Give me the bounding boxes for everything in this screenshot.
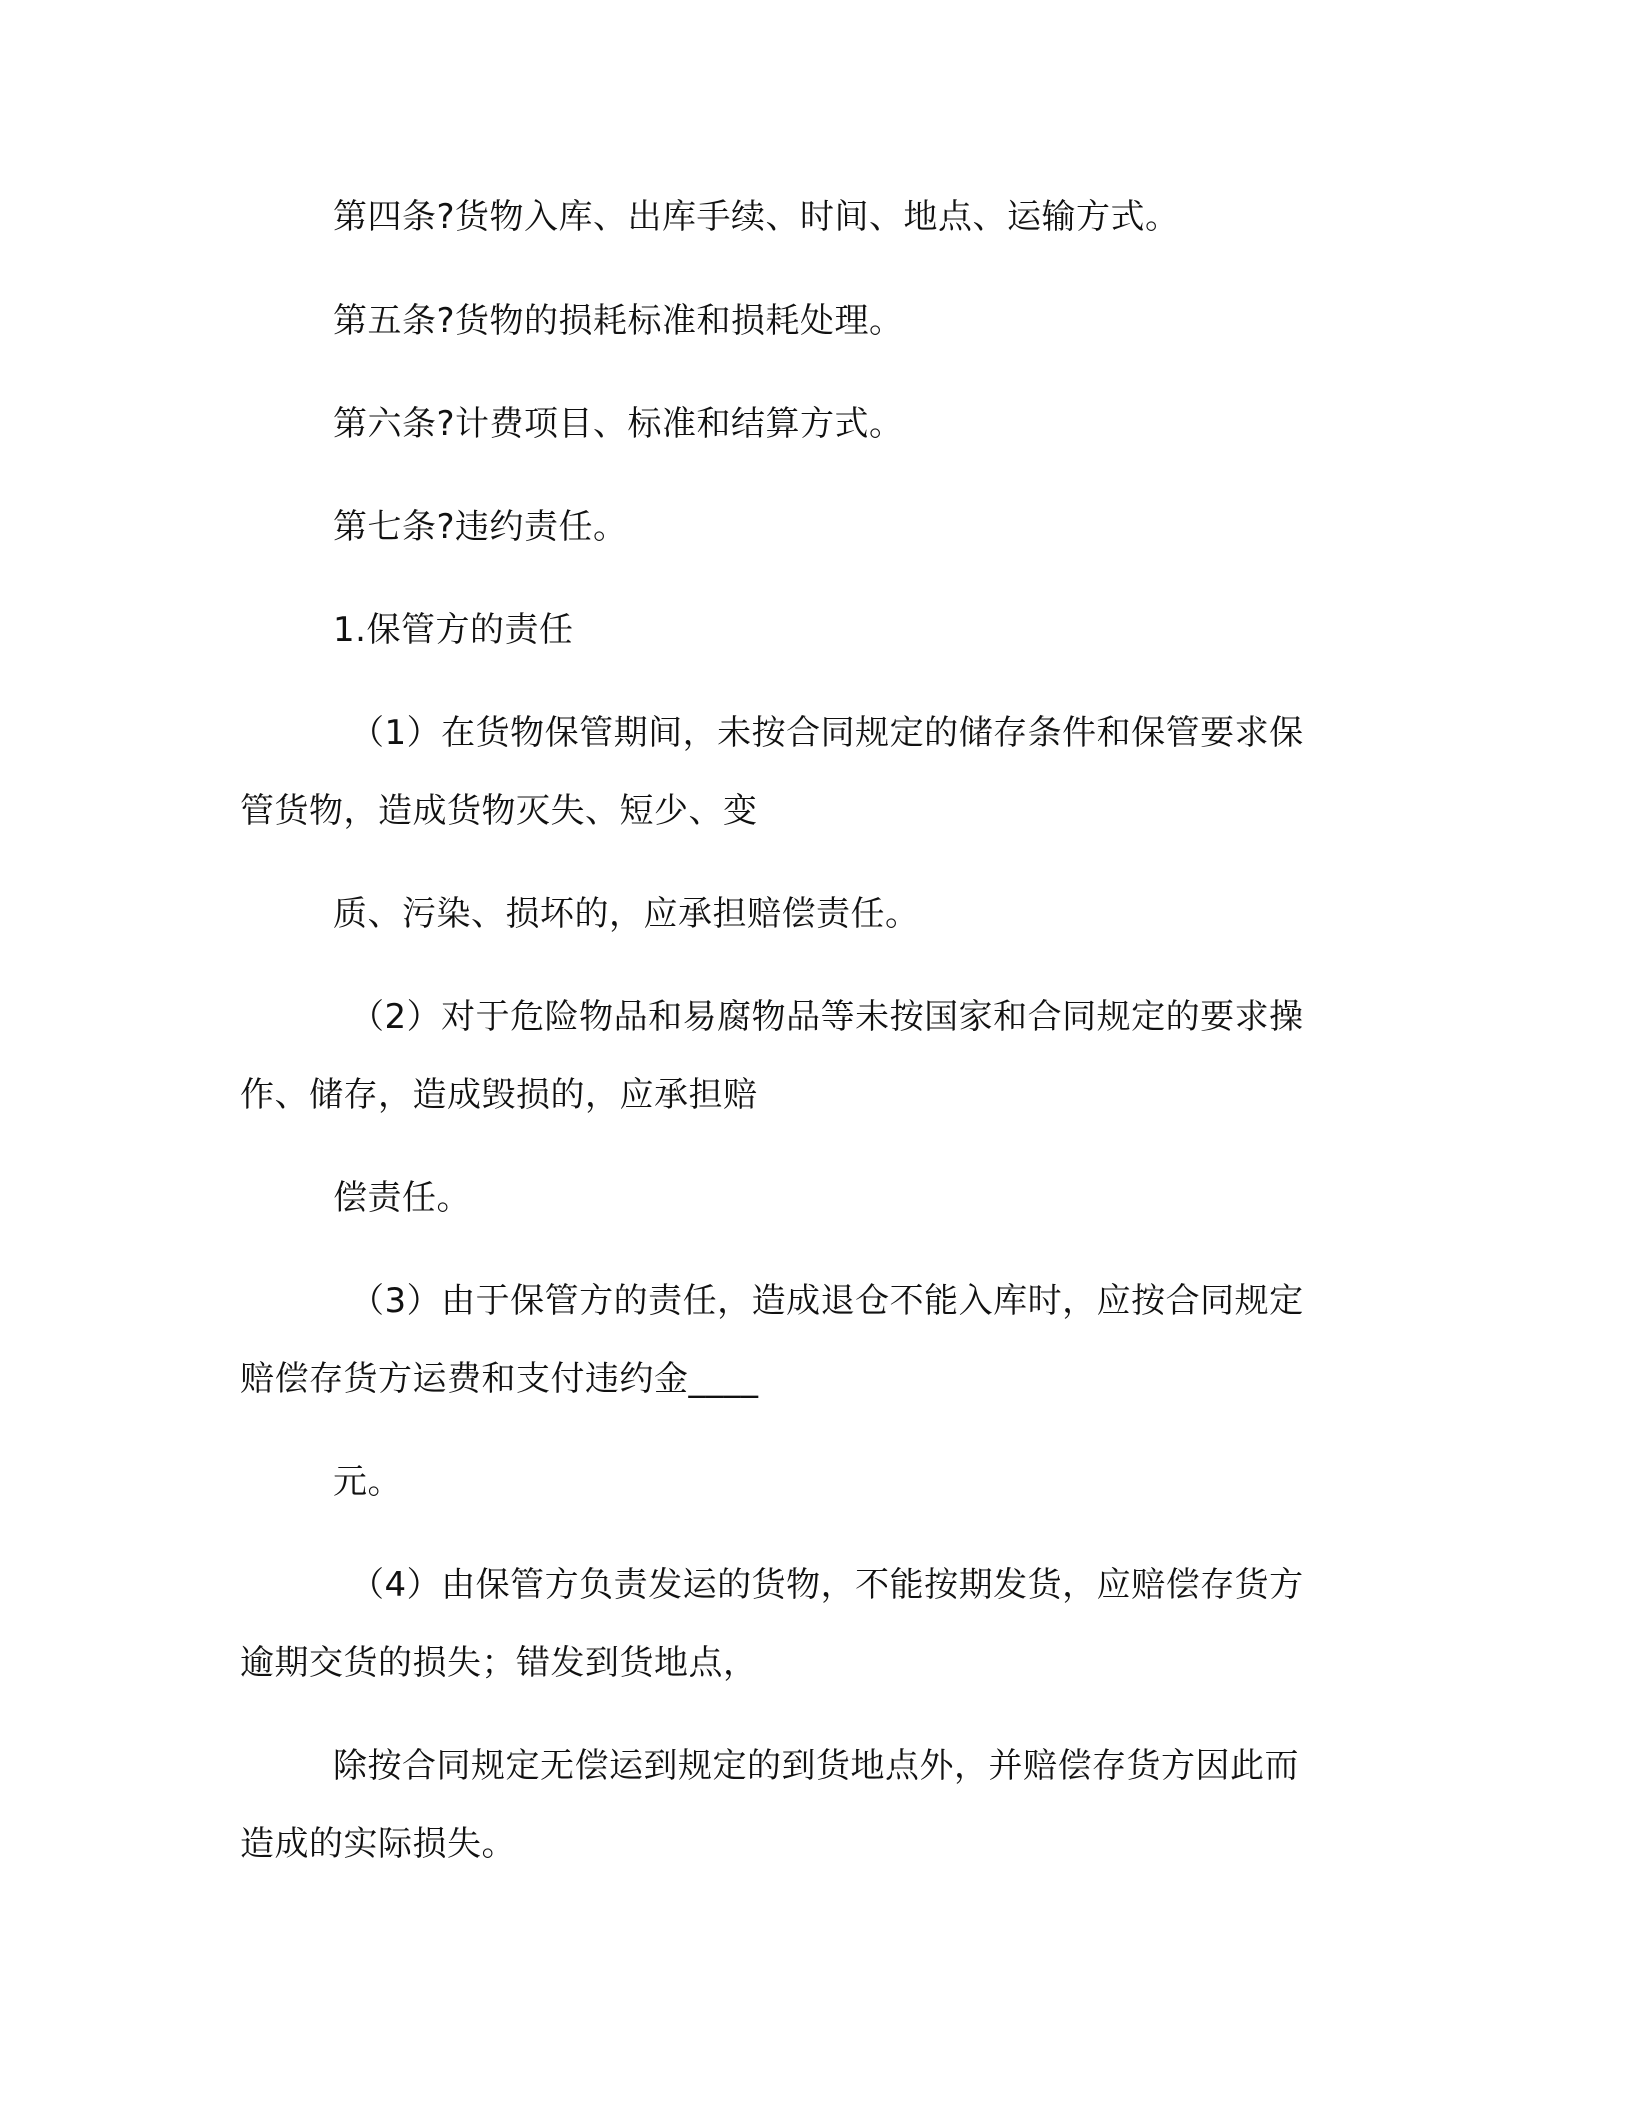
article-6-line: 第六条?计费项目、标准和结算方式。 — [333, 404, 904, 444]
article-4-line: 第四条?货物入库、出库手续、时间、地点、运输方式。 — [333, 197, 1180, 237]
clause-4-line-2: 逾期交货的损失；错发到货地点， — [240, 1643, 758, 1683]
clause-2-line-1: （2）对于危险物品和易腐物品等未按国家和合同规定的要求操 — [350, 997, 1304, 1037]
clause-3-line-2: 赔偿存货方运费和支付违约金____ — [240, 1359, 759, 1399]
clause-1-line-3: 质、污染、损坏的，应承担赔偿责任。 — [333, 894, 920, 934]
clause-4-line-1: （4）由保管方负责发运的货物，不能按期发货，应赔偿存货方 — [350, 1565, 1304, 1605]
article-5-line: 第五条?货物的损耗标准和损耗处理。 — [333, 301, 904, 341]
clause-2-line-2: 作、储存，造成毁损的，应承担赔 — [240, 1075, 758, 1115]
clause-1-line-1: （1）在货物保管期间，未按合同规定的储存条件和保管要求保 — [350, 713, 1304, 753]
clause-1-line-2: 管货物，造成货物灭失、短少、变 — [240, 791, 758, 831]
clause-3-line-3: 元。 — [333, 1462, 402, 1502]
clause-4-line-3: 除按合同规定无偿运到规定的到货地点外，并赔偿存货方因此而 — [333, 1746, 1299, 1786]
clause-3-line-1: （3）由于保管方的责任，造成退仓不能入库时，应按合同规定 — [350, 1281, 1304, 1321]
article-7-line: 第七条?违约责任。 — [333, 507, 628, 547]
clause-4-line-4: 造成的实际损失。 — [240, 1824, 516, 1864]
clause-2-line-3: 偿责任。 — [333, 1178, 471, 1218]
section-heading: 1.保管方的责任 — [333, 610, 574, 650]
